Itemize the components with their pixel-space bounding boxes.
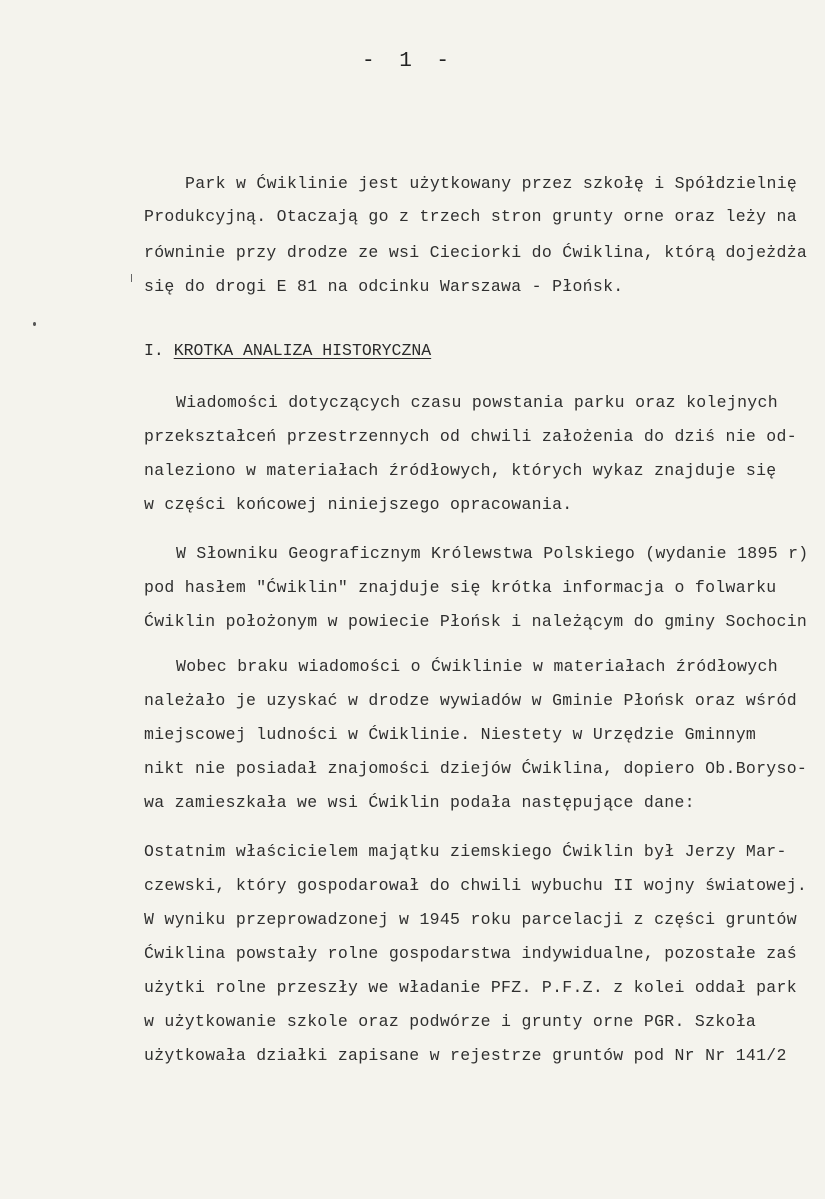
intro-line: równinie przy drodze ze wsi Ciecіorki do Ćwiklina, którą dojeżdża xyxy=(144,243,808,262)
paragraph-line: W wyniku przeprowadzonej w 1945 roku parcelacji z części gruntów xyxy=(144,910,797,929)
intro-line: się do drogi E 81 na odcinku Warszawa - Płońsk. xyxy=(144,277,624,296)
paragraph-line: Ćwiklin położonym w powiecie Płońsk i należącym do gminy Sochocin xyxy=(144,612,808,631)
margin-tick xyxy=(131,274,132,282)
paragraph-line: W Słowniku Geograficznym Królewstwa Polskiego (wydanie 1895 r) xyxy=(176,544,809,563)
paragraph-line: Wobec braku wiadomości o Ćwiklinie w materiałach źródłowych xyxy=(176,657,778,676)
paragraph-line: w części końcowej niniejszego opracowania. xyxy=(144,495,573,514)
paragraph-line: Ćwiklina powstały rolne gospodarstwa indywidualne, pozostałe zaś xyxy=(144,944,797,963)
paragraph-line: przekształceń przestrzennych od chwili założenia do dziś nie od- xyxy=(144,427,797,446)
paragraph-line: użytkowała działki zapisane w rejestrze gruntów pod Nr Nr 141/2 xyxy=(144,1046,787,1065)
paragraph-line: czewski, który gospodarował do chwili wybuchu II wojny światowej. xyxy=(144,876,808,895)
paragraph-line: wa zamieszkała we wsi Ćwiklin podała następujące dane: xyxy=(144,793,695,812)
section-number: I. xyxy=(144,341,164,360)
paragraph-line: nikt nie posiadał znajomości dziejów Ćwiklina, dopiero Ob.Boryso- xyxy=(144,759,808,778)
paragraph-line: naleziono w materiałach źródłowych, których wykaz znajduje się xyxy=(144,461,777,480)
paragraph-line: miejscowej ludności w Ćwiklinie. Niestety w Urzędzie Gminnym xyxy=(144,725,757,744)
section-heading xyxy=(144,341,431,360)
paragraph-line: pod hasłem "Ćwiklin" znajduje się krótka informacja o folwarku xyxy=(144,578,777,597)
paragraph-line: Ostatnim właścicielem majątku ziemskiego Ćwiklin był Jerzy Mar- xyxy=(144,842,787,861)
page-number: - 1 - xyxy=(362,50,456,73)
paragraph-line: użytki rolne przeszły we władanie PFZ. P.F.Z. z kolei oddał park xyxy=(144,978,797,997)
paragraph-line: w użytkowanie szkole oraz podwórze i grunty orne PGR. Szkoła xyxy=(144,1012,757,1031)
section-title: KROTKA ANALIZA HISTORYCZNA xyxy=(173,341,432,360)
paragraph-line: Wiadomości dotyczących czasu powstania parku oraz kolejnych xyxy=(176,393,778,412)
paragraph-line: należało je uzyskać w drodze wywiadów w Gminie Płońsk oraz wśród xyxy=(144,691,797,710)
margin-mark xyxy=(33,322,36,326)
intro-line: Park w Ćwiklinie jest użytkowany przez szkołę i Spółdzielnię xyxy=(185,174,798,193)
intro-line: Produkcyjną. Otaczają go z trzech stron grunty orne oraz leży na xyxy=(144,207,797,226)
